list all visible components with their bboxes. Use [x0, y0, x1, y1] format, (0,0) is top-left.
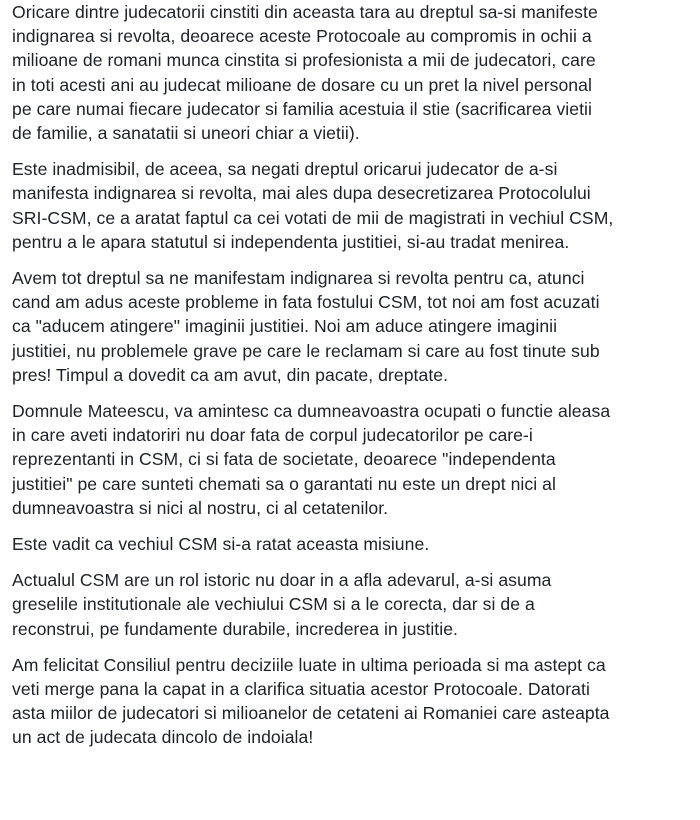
text-line: dumneavoastra si nici al nostru, ci al cetatenilor. [12, 497, 389, 518]
text-line: ca "aducem atingere" imaginii justitiei. Noi am aduce atingere imaginii [12, 316, 558, 337]
text-line: in toti acesti ani au judecat milioane de dosare cu un pret la nivel personal [12, 74, 592, 95]
text-line: justitiei, nu problemele grave pe care le reclamam si care au fost tinute sub [12, 340, 600, 361]
paragraph-1 [12, 0, 696, 145]
text-line: Oricare dintre judecatorii cinstiti din aceasta tara au dreptul sa-si manifeste [12, 2, 598, 22]
text-line: asta miilor de judecatori si milioanelor de cetateni ai Romaniei care asteapta [12, 703, 610, 724]
text-line: Am felicitat Consiliul pentru deciziile luate in ultima perioada si ma astept ca [12, 654, 606, 675]
text-line: milioane de romani munca cinstita si profesionista a mii de judecatori, care [12, 50, 596, 71]
text-line: Actualul CSM are un rol istoric nu doar in a afla adevarul, a-si asuma [12, 570, 552, 591]
text-line: veti merge pana la capat in a clarifica situatia acestor Protocoale. Datorati [12, 679, 590, 700]
text-line: Avem tot dreptul sa ne manifestam indignarea si revolta pentru ca, atunci [12, 268, 585, 289]
paragraph-4 [12, 399, 696, 520]
post-body [12, 0, 696, 762]
paragraph-5 [12, 532, 696, 556]
paragraph-2 [12, 157, 696, 254]
text-line: reconstrui, pe fundamente durabile, increderea in justitie. [12, 618, 458, 639]
text-line: greselile institutionale ale vechiului CSM si a le corecta, dar si de a [12, 594, 535, 615]
text-line: pentru a le apara statutul si independenta justitiei, si-au tradat menirea. [12, 231, 570, 252]
text-line: indignarea si revolta, deoarece aceste Protocoale au compromis in ochii a [12, 26, 592, 47]
paragraph-3 [12, 266, 696, 387]
paragraph-6 [12, 568, 696, 641]
text-line: manifesta indignarea si revolta, mai ales dupa desecretizarea Protocolului [12, 183, 591, 204]
text-line: un act de judecata dincolo de indoiala! [12, 727, 314, 748]
text-line: de familie, a sanatatii si uneori chiar a vietii). [12, 123, 360, 144]
text-line: Este vadit ca vechiul CSM si-a ratat aceasta misiune. [12, 534, 430, 555]
text-line: pe care numai fiecare judecator si familia acestuia il stie (sacrificarea vietii [12, 98, 592, 119]
text-line: Este inadmisibil, de aceea, sa negati dreptul oricarui judecator de a-si [12, 159, 558, 180]
text-line: justitiei" pe care sunteti chemati sa o garantati nu este un drept nici al [12, 473, 556, 494]
text-line: pres! Timpul a dovedit ca am avut, din pacate, dreptate. [12, 364, 449, 385]
text-line: reprezentanti in CSM, ci si fata de societate, deoarece "independenta [12, 449, 556, 470]
text-line: Domnule Mateescu, va amintesc ca dumneavoastra ocupati o functie aleasa [12, 401, 611, 422]
paragraph-7 [12, 653, 696, 750]
text-line: cand am adus aceste probleme in fata fostului CSM, tot noi am fost acuzati [12, 292, 600, 313]
text-line: SRI-CSM, ce a aratat faptul ca cei votati de mii de magistrati in vechiul CSM, [12, 207, 614, 228]
text-line: in care aveti indatoriri nu doar fata de corpul judecatorilor pe care-i [12, 425, 533, 446]
